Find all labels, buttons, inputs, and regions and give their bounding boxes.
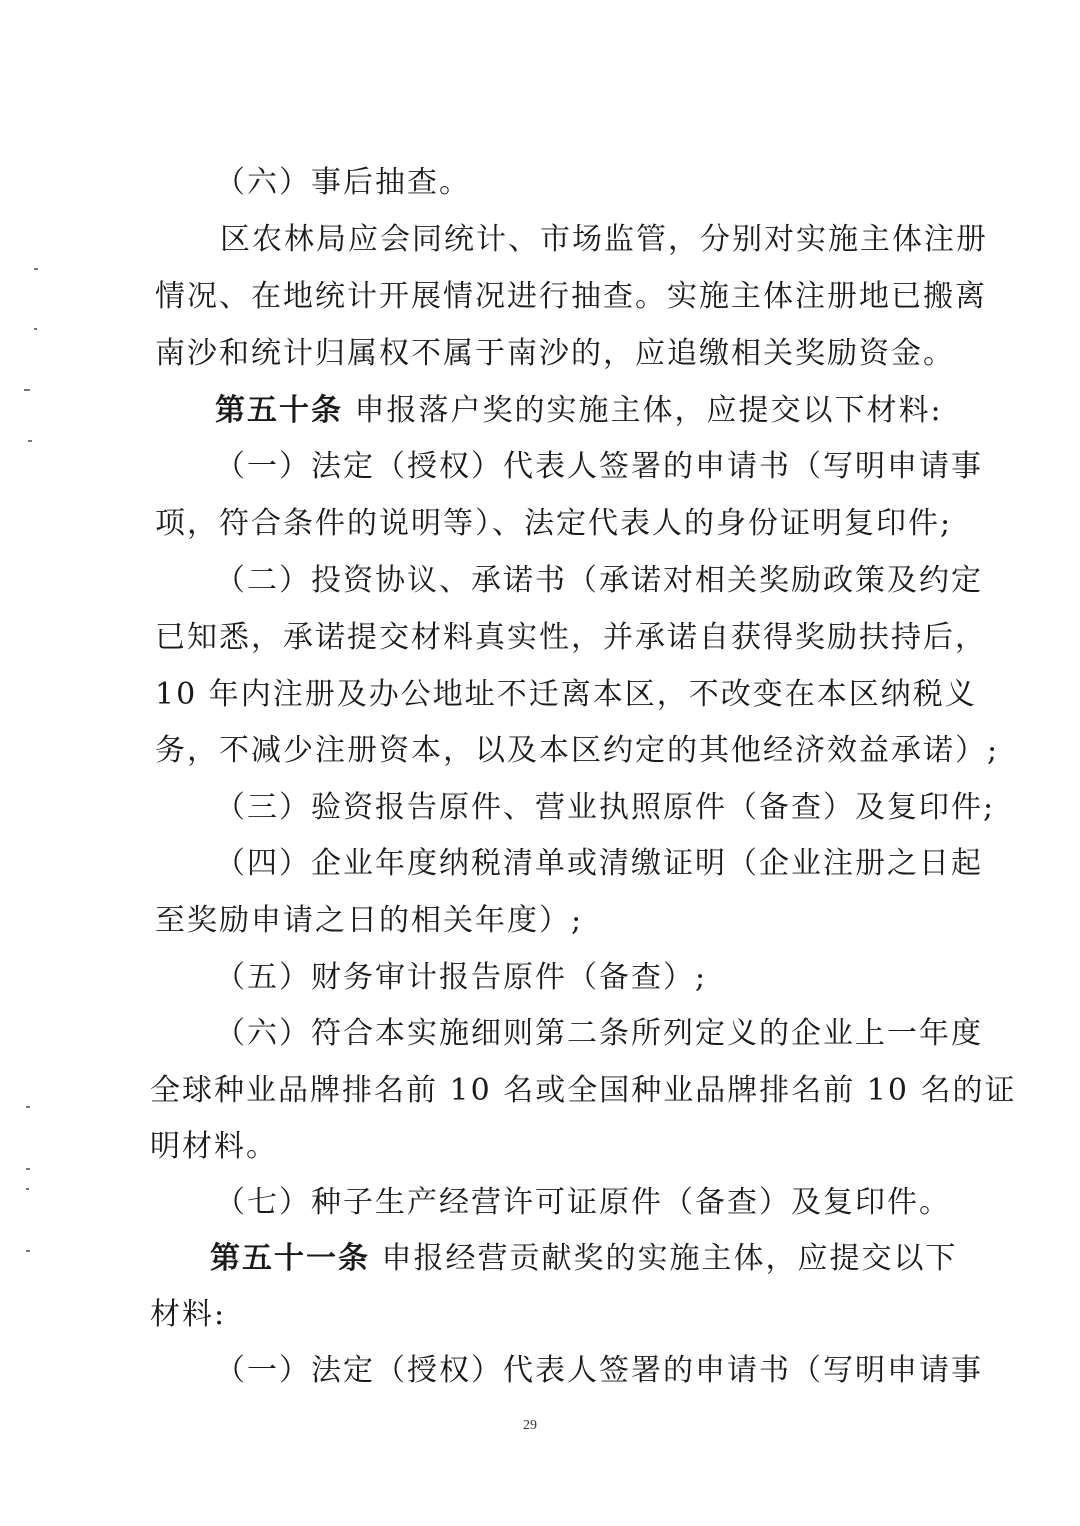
scan-speck — [34, 328, 37, 330]
scan-speck — [24, 389, 30, 391]
line-text: 务，不减少注册资本，以及本区约定的其他经济效益承诺）; — [155, 733, 1000, 768]
text-line-4 — [155, 326, 1080, 382]
article-number: 第五十条 — [215, 393, 343, 428]
text-line-17 — [150, 1063, 1080, 1119]
line-text: （二）投资协议、承诺书（承诺对相关奖励政策及约定 — [215, 563, 983, 598]
text-line-8 — [215, 553, 1080, 609]
line-text: 至奖励申请之日的相关年度）; — [155, 903, 584, 938]
page-number: 29 — [523, 1418, 537, 1433]
line-text: 南沙和统计归属权不属于南沙的，应追缴相关奖励资金。 — [155, 336, 955, 371]
text-line-3 — [155, 269, 1080, 325]
scan-speck — [26, 1168, 30, 1170]
line-text: （六）符合本实施细则第二条所列定义的企业上一年度 — [215, 1016, 983, 1051]
line-text: 申报经营贡献奖的实施主体，应提交以下 — [370, 1241, 958, 1276]
text-line-12 — [215, 780, 1080, 836]
text-line-9 — [155, 610, 1080, 666]
line-text: 全球种业品牌排名前 10 名或全国种业品牌排名前 10 名的证 — [150, 1073, 1017, 1108]
text-line-18 — [150, 1119, 1080, 1175]
scan-speck — [26, 1250, 30, 1252]
line-text: （七）种子生产经营许可证原件（备查）及复印件。 — [215, 1185, 951, 1220]
line-text: 10 年内注册及办公地址不迁离本区，不改变在本区纳税义 — [155, 677, 977, 712]
line-text: （三）验资报告原件、营业执照原件（备查）及复印件; — [215, 790, 996, 825]
scan-speck — [26, 1106, 30, 1108]
text-line-16 — [215, 1006, 1080, 1062]
line-text: （六）事后抽查。 — [215, 165, 471, 200]
line-text: （一）法定（授权）代表人签署的申请书（写明申请事 — [215, 1353, 983, 1388]
article-51-heading — [210, 1231, 1080, 1287]
line-text: 申报落户奖的实施主体，应提交以下材料: — [343, 393, 943, 428]
line-text: （一）法定（授权）代表人签署的申请书（写明申请事 — [215, 449, 983, 484]
text-line-6 — [215, 439, 1080, 495]
text-line-2 — [220, 212, 1080, 268]
scan-speck — [28, 440, 32, 442]
text-line-21 — [150, 1287, 1080, 1343]
line-text: （四）企业年度纳税清单或清缴证明（企业注册之日起 — [215, 846, 983, 881]
line-text: 明材料。 — [150, 1129, 278, 1164]
article-number: 第五十一条 — [210, 1241, 370, 1276]
text-line-11 — [155, 723, 1080, 779]
text-line-1 — [215, 155, 1080, 211]
text-line-13 — [215, 836, 1080, 892]
scan-speck — [34, 268, 38, 270]
line-text: （五）财务审计报告原件（备查）; — [215, 960, 708, 995]
scan-speck — [26, 1188, 29, 1190]
text-line-19 — [215, 1175, 1080, 1231]
line-text: 区农林局应会同统计、市场监管，分别对实施主体注册 — [220, 222, 988, 257]
line-text: 项，符合条件的说明等）、法定代表人的身份证明复印件; — [155, 506, 953, 541]
text-line-22 — [215, 1343, 1080, 1399]
text-line-15 — [215, 950, 1080, 1006]
line-text: 情况、在地统计开展情况进行抽查。实施主体注册地已搬离 — [155, 279, 987, 314]
text-line-7 — [155, 496, 1080, 552]
text-line-10 — [155, 667, 1080, 723]
text-line-14 — [155, 893, 1080, 949]
article-50-heading — [215, 383, 1080, 439]
line-text: 已知悉，承诺提交材料真实性，并承诺自获得奖励扶持后， — [155, 620, 987, 655]
line-text: 材料: — [150, 1297, 227, 1332]
